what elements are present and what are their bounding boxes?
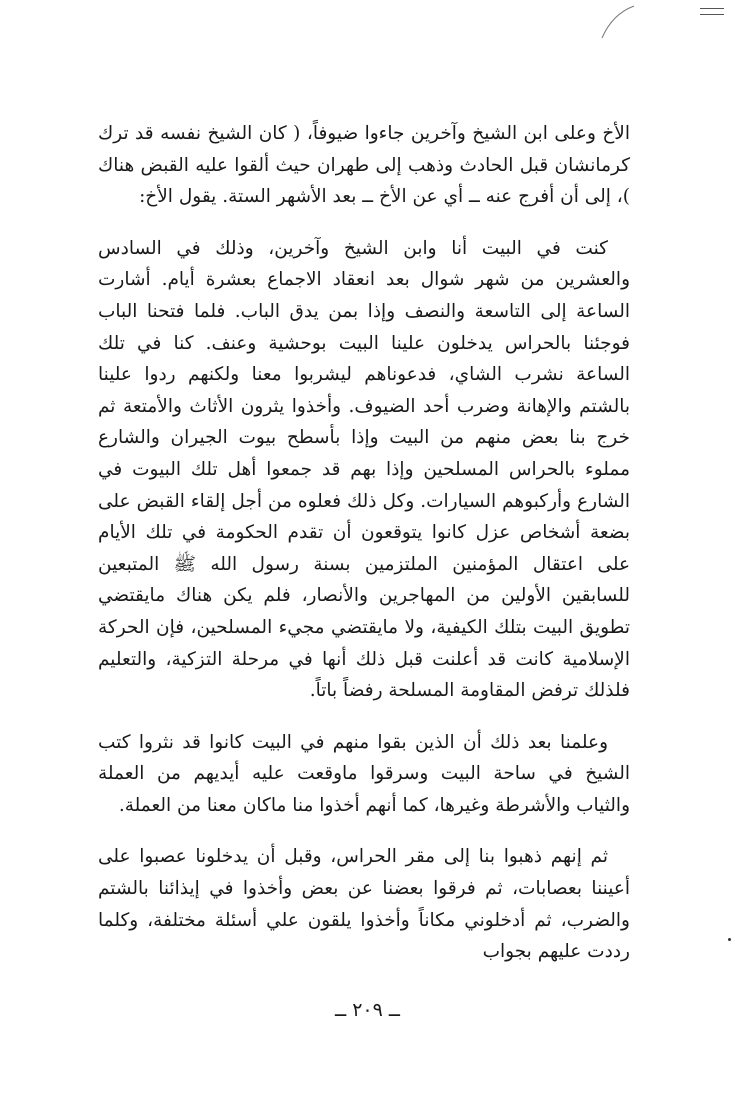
top-rule-second [700,14,724,15]
pen-stroke-mark [598,4,638,40]
scan-speck [728,938,731,941]
body-text [98,118,630,968]
paragraph-detention: ثم إنهم ذهبوا بنا إلى مقر الحراس، وقبل أن يدخلونا عصبوا على أعيننا بعصابات، ثم فرقوا بعضنا عن بعض وأخذوا في إيذائنا بالشتم والضرب، ثم أدخلوني مكاناً وأخذوا يلقون علي أسئلة مختلفة، وكلما رددت عليهم بجواب [98,846,630,963]
top-rule [700,8,724,9]
paragraph-account: كنت في البيت أنا وابن الشيخ وآخرين، وذلك في السادس والعشرين من شهر شوال بعد انعقاد الاجماع بعشرة أيام. أشارت الساعة إلى التاسعة والنصف وإذا بمن يدق الباب. فلما فتحنا الباب فوجئنا بالحراس يدخلون علينا البيت بوحشية وعنف. كنا في تلك الساعة نشرب الشاي، فدعوناهم ليشربوا معنا ولكنهم ردوا علينا بالشتم والإهانة وضرب أحد الضيوف. وأخذوا يثرون الأثاث والأمتعة ثم خرج بنا بعض منهم من البيت وإذا بأسطح بيوت الجيران والشارع مملوء بالحراس المسلحين وإذا بهم قد جمعوا أهل تلك البيوت في الشارع وأركبوهم السيارات. وكل ذلك فعلوه من أجل إلقاء القبض على بضعة أشخاص عزل كانوا يتوقعون أن تقدم الحكومة في تلك الأيام على اعتقال المؤمنين الملتزمين بسنة رسول الله ﷺ المتبعين للسابقين الأولين من المهاجرين والأنصار، فلم يكن هناك مايقتضي تطويق البيت بتلك الكيفية، ولا مايقتضي مجيء المسلحين، فإن الحركة الإسلامية كانت قد أعلنت قبل ذلك أنها في مرحلة التزكية، والتعليم فلذلك ترفض المقاومة المسلحة رفضاً باتاً. [98,237,630,702]
page-number: ــ ٢٠٩ ــ [335,999,400,1021]
paragraph-theft: وعلمنا بعد ذلك أن الذين بقوا منهم في البيت كانوا قد نثروا كتب الشيخ في ساحة البيت وسرقوا ماوقعت عليه أيديهم من العملة والثياب والأشرطة وغيرها، كما أنهم أخذوا منا ماكان معنا من العملة. [98,731,630,816]
paragraph-continuation: الأخ وعلى ابن الشيخ وآخرين جاءوا ضيوفاً، ( كان الشيخ نفسه قد ترك كرمانشان قبل الحادث وذهب إلى طهران حيث ألقوا عليه القبض هناك )، إلى أن أفرج عنه ــ أي عن الأخ ــ بعد الأشهر الستة. يقول الأخ: [98,123,630,208]
